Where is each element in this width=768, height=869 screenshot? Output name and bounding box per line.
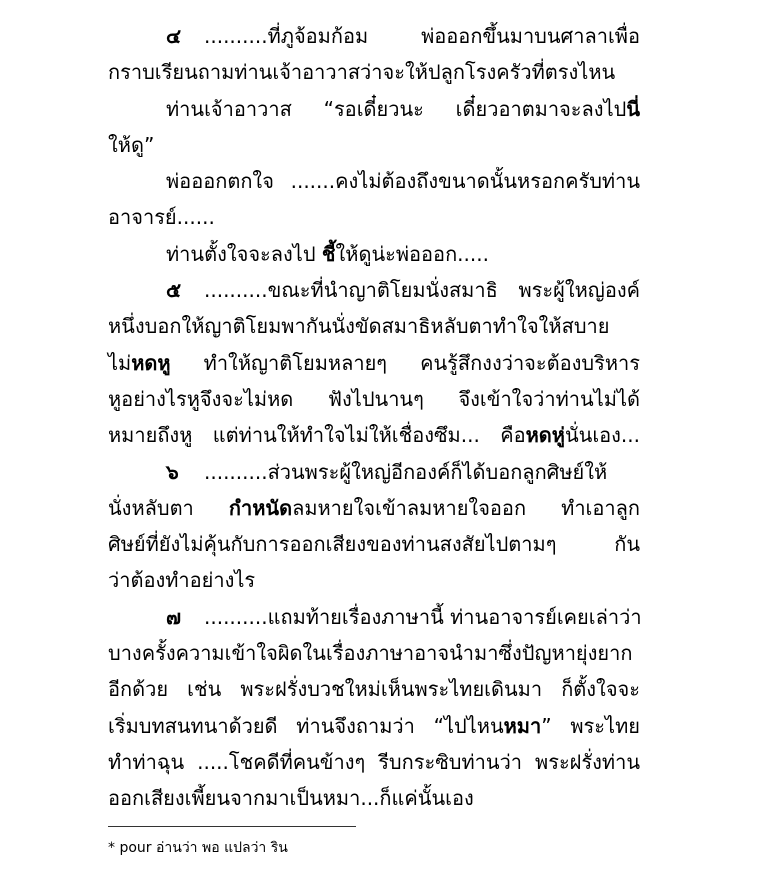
bold-word: หดหู่: [525, 423, 565, 448]
text-span: ศิษย์ที่ยังไม่คุ้นกับการออกเสียงของท่านสงสัยไปตามๆ กัน: [108, 532, 640, 557]
text-span: นั่งหลับตา: [108, 495, 229, 520]
text-span: ทำท่าฉุน .....โชคดีที่คนข้างๆ รีบกระซิบท่านว่า พระฝรั่งท่าน: [108, 749, 640, 774]
text-line: [108, 635, 640, 671]
text-line: [108, 780, 640, 816]
text-line: [108, 744, 640, 780]
text-line: [108, 127, 640, 163]
text-line: [108, 345, 640, 381]
text-span: หูอย่างไรหูจึงจะไม่หด ฟังไปนานๆ จึงเข้าใจว่าท่านไม่ได้: [108, 386, 640, 411]
footnote: * pour อ่านว่า พอ แปลว่า ริน: [108, 840, 288, 856]
text-line: [108, 91, 640, 127]
text-line: [108, 18, 640, 54]
text-span: อาจารย์......: [108, 205, 215, 230]
text-span: เริ่มบทสนทนาด้วยดี ท่านจึงถามว่า “ไปไหน: [108, 713, 504, 738]
text-span: กราบเรียนถามท่านเจ้าอาวาสว่าจะให้ปลูกโรงครัวที่ตรงไหน: [108, 60, 616, 85]
text-line: [108, 308, 640, 344]
text-span: ..........ที่ภูจ้อมก้อม พ่อออกขึ้นมาบนศาลาเพื่อ: [204, 24, 640, 48]
text-span: นั่นเอง...: [564, 423, 640, 448]
text-span: ..........ขณะที่นำญาติโยมนั่งสมาธิ พระผู้ใหญ่องค์: [204, 278, 640, 303]
text-span: พ่อออกตกใจ .......คงไม่ต้องถึงขนาดนั้นหรอกครับท่าน: [166, 169, 640, 194]
bold-word: หมา: [503, 713, 542, 738]
text-line: [108, 562, 640, 598]
text-line: [108, 671, 640, 707]
text-line: [108, 54, 640, 90]
bold-word: ชี้: [321, 241, 336, 266]
text-span: อีกด้วย เช่น พระฝรั่งบวชใหม่เห็นพระไทยเดินมา ก็ตั้งใจจะ: [108, 677, 640, 702]
text-span: บางครั้งความเข้าใจผิดในเรื่องภาษาอาจนำมาซึ่งปัญหายุ่งยาก: [108, 641, 633, 666]
text-span: ทำให้ญาติโยมหลายๆ คนรู้สึกงงว่าจะต้องบริหาร: [170, 350, 640, 375]
text-line: [108, 708, 640, 744]
text-line: [108, 199, 640, 235]
text-line: [108, 526, 640, 562]
text-line: [108, 381, 640, 417]
text-span: หมายถึงหู แต่ท่านให้ทำใจไม่ให้เชื่องซึม... คือ: [108, 423, 526, 448]
footnote-divider: [108, 826, 356, 827]
paragraph-number: ๗: [166, 604, 182, 629]
text-span: ออกเสียงเพี้ยนจากมาเป็นหมา...ก็แค่นั้นเอง: [108, 786, 474, 811]
text-span: ท่านเจ้าอาวาส “รอเดี๋ยวนะ เดี๋ยวอาตมาจะลงไป: [166, 96, 627, 121]
text-span: ไม่: [108, 350, 132, 375]
text-span: ให้ดู”: [108, 132, 155, 157]
document-body: [108, 18, 640, 817]
text-span: ..........ส่วนพระผู้ใหญ่อีกองค์ก็ได้บอกลูกศิษย์ให้: [204, 459, 608, 484]
text-line: [108, 417, 640, 453]
text-span: ลมหายใจเข้าลมหายใจออก ทำเอาลูก: [292, 495, 640, 520]
bold-word: หดหู: [131, 350, 171, 375]
text-span: ให้ดูน่ะพ่อออก.....: [335, 241, 489, 266]
text-line: [108, 599, 640, 635]
text-span: หนึ่งบอกให้ญาติโยมพากันนั่งขัดสมาธิหลับตาทำใจให้สบาย: [108, 314, 610, 339]
text-line: [108, 490, 640, 526]
paragraph-number: ๔: [166, 24, 182, 48]
text-span: ” พระไทย: [541, 713, 640, 738]
bold-word: กำหนัด: [228, 495, 293, 520]
text-line: [108, 272, 640, 308]
paragraph-number: ๕: [166, 278, 182, 303]
text-line: [108, 236, 640, 272]
paragraph-number: ๖: [166, 459, 179, 484]
text-span: ท่านตั้งใจจะลงไป: [166, 241, 322, 266]
text-line: [108, 454, 640, 490]
text-span: ..........แถมท้ายเรื่องภาษานี้ ท่านอาจารย์เคยเล่าว่า: [204, 604, 642, 629]
text-span: ว่าต้องทำอย่างไร: [108, 568, 256, 593]
bold-word: นี่: [626, 96, 640, 121]
text-line: [108, 163, 640, 199]
